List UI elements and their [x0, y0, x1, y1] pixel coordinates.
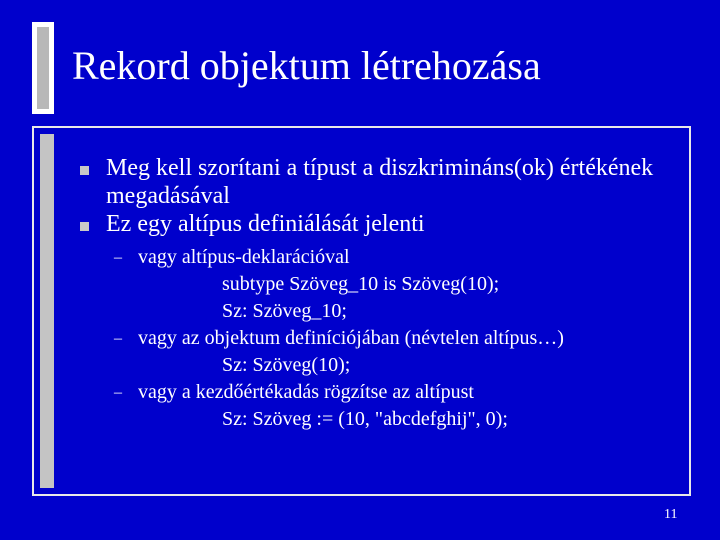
sub-bullet-text: vagy a kezdőértékadás rögzítse az altípust — [138, 381, 474, 403]
dash-icon: – — [114, 249, 122, 266]
square-bullet-icon — [80, 166, 89, 175]
sub-bullet-text: vagy altípus-deklarációval — [138, 246, 350, 268]
code-line: Sz: Szöveg := (10, "abcdefghij", 0); — [222, 408, 508, 430]
square-bullet-icon — [80, 222, 89, 231]
code-line: Sz: Szöveg(10); — [222, 354, 351, 376]
sub-bullet-text: vagy az objektum definíciójában (névtelen altípus…) — [138, 327, 564, 349]
title-accent-bar-inner — [37, 27, 49, 109]
content-accent-bar — [40, 134, 54, 488]
bullet-text: Meg kell szorítani a típust a diszkrimináns(ok) értékének megadásával — [106, 155, 654, 209]
code-line: subtype Szöveg_10 is Szöveg(10); — [222, 273, 500, 295]
bullet-text: Ez egy altípus definiálását jelenti — [106, 211, 425, 237]
sub-bullet-item — [78, 379, 678, 406]
sub-bullet-item — [78, 244, 678, 271]
page-number: 11 — [664, 507, 678, 522]
dash-icon: – — [114, 330, 122, 347]
code-line: Sz: Szöveg_10; — [222, 300, 347, 322]
slide-title: Rekord objektum létrehozása — [72, 43, 541, 88]
sub-bullet-item — [78, 325, 678, 352]
bullet-item — [78, 154, 678, 210]
slide-content — [78, 154, 678, 433]
bullet-item — [78, 210, 678, 238]
dash-icon: – — [114, 384, 122, 401]
